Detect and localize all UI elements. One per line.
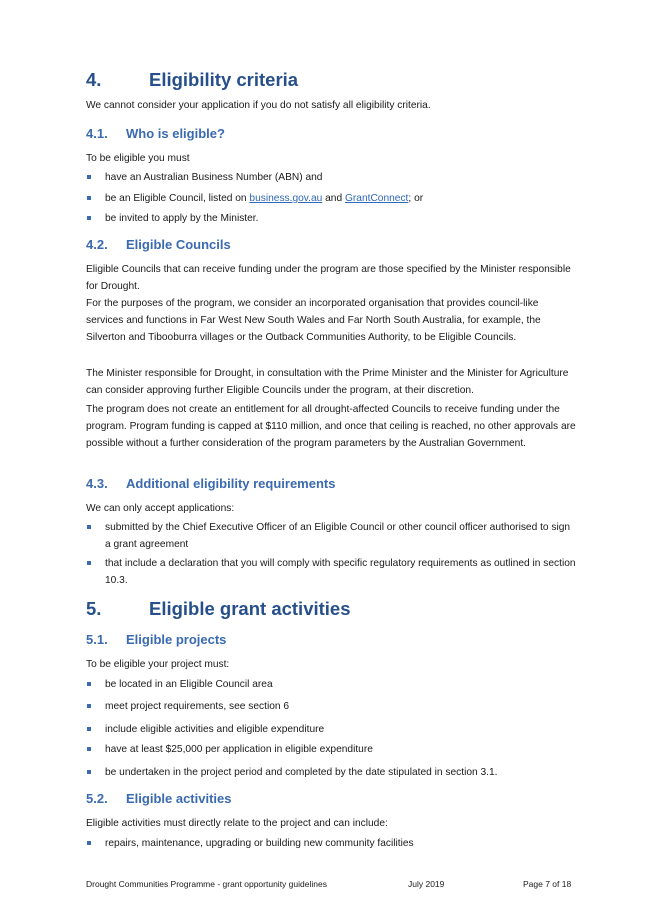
section-number: 5.: [86, 598, 102, 619]
list-item-text: repairs, maintenance, upgrading or building new community facilities: [105, 838, 414, 849]
list-item-text: be undertaken in the project period and completed by the date stipulated in section 3.1.: [105, 767, 498, 778]
section-5-1-intro: To be eligible your project must:: [86, 659, 230, 670]
footer-date: July 2019: [408, 879, 445, 889]
bullet-icon: [87, 196, 91, 200]
section-title: Eligible projects: [126, 632, 227, 647]
bullet-icon: [87, 770, 91, 774]
list-item: [86, 721, 578, 738]
section-title: Eligible activities: [126, 791, 232, 806]
paragraph: The Minister responsible for Drought, in consultation with the Prime Minister and the Minister for Agriculture can consider approving further Eligible Councils under the program, at their discretion.: [86, 368, 569, 396]
list-item-text: have at least $25,000 per application in eligible expenditure: [105, 744, 373, 755]
list-item: [86, 676, 578, 693]
bullet-icon: [87, 175, 91, 179]
section-number: 5.2.: [86, 791, 108, 806]
section-5-1-heading: [86, 632, 226, 647]
section-4-3-heading: [86, 476, 335, 491]
list-item-text: have an Australian Business Number (ABN) and: [105, 172, 323, 183]
business-gov-link[interactable]: business.gov.au: [249, 193, 323, 204]
list-item-text: that include a declaration that you will comply with specific regulatory requirements as outlined in section 10.3.: [105, 558, 576, 586]
list-item: [86, 519, 578, 553]
list-item-text: be an Eligible Council, listed on: [105, 193, 250, 204]
paragraph: Eligible Councils that can receive funding under the program are those specified by the Minister responsible for Drought.: [86, 264, 571, 292]
section-title: Eligible grant activities: [149, 598, 351, 619]
bullet-icon: [87, 561, 91, 565]
bullet-icon: [87, 727, 91, 731]
section-5-heading: [86, 598, 351, 620]
grantconnect-link[interactable]: GrantConnect: [344, 193, 409, 204]
section-number: 4.: [86, 69, 102, 90]
list-item-text: meet project requirements, see section 6: [105, 701, 290, 712]
section-title: Eligible Councils: [126, 237, 231, 252]
paragraph: The program does not create an entitlement for all drought-affected Councils to receive funding under the program. Program funding is capped at $110 million, and once that ceiling is reached, no other approvals are possible without a further consideration of the program parameters by the Australian Government.: [86, 404, 576, 449]
section-title: Eligibility criteria: [149, 69, 299, 90]
list-item: [86, 835, 578, 852]
list-item-text: be invited to apply by the Minister.: [105, 213, 259, 224]
list-item: [86, 210, 578, 227]
section-number: 4.2.: [86, 237, 108, 252]
section-title: Who is eligible?: [126, 126, 225, 141]
bullet-icon: [87, 841, 91, 845]
section-5-2-intro: Eligible activities must directly relate to the project and can include:: [86, 818, 388, 829]
bullet-icon: [87, 525, 91, 529]
section-4-intro: We cannot consider your application if you do not satisfy all eligibility criteria.: [86, 100, 431, 111]
list-item-text: submitted by the Chief Executive Officer of an Eligible Council or other council officer authorised to sign a grant agreement: [105, 522, 571, 550]
bullet-icon: [87, 216, 91, 220]
section-4-heading: [86, 69, 298, 91]
footer-title: Drought Communities Programme - grant opportunity guidelines: [86, 879, 327, 889]
section-4-3-intro: We can only accept applications:: [86, 503, 235, 514]
section-5-2-heading: [86, 791, 232, 806]
list-item: [86, 555, 578, 589]
list-item: [86, 169, 578, 186]
list-item-text: be located in an Eligible Council area: [105, 679, 273, 690]
bullet-icon: [87, 682, 91, 686]
footer-page-number: Page 7 of 18: [523, 879, 572, 889]
list-item: [86, 764, 578, 781]
list-item-text: and: [322, 193, 345, 204]
paragraph: For the purposes of the program, we consider an incorporated organisation that provides council-like services and functions in Far West New South Wales and Far North South Australia, for example, the Silverton and Tibooburra villages or the Outback Communities Authority, to be Eligible Councils.: [86, 298, 541, 343]
section-4-2-heading: [86, 237, 231, 252]
list-item-text: ; or: [408, 193, 424, 204]
bullet-icon: [87, 704, 91, 708]
section-number: 4.3.: [86, 476, 108, 491]
section-4-1-heading: [86, 126, 225, 141]
section-4-1-intro: To be eligible you must: [86, 153, 190, 164]
section-number: 4.1.: [86, 126, 108, 141]
list-item: [86, 698, 578, 715]
bullet-icon: [87, 747, 91, 751]
list-item-text: include eligible activities and eligible expenditure: [105, 724, 325, 735]
list-item: [86, 190, 578, 207]
list-item: [86, 741, 578, 758]
section-title: Additional eligibility requirements: [126, 476, 336, 491]
section-number: 5.1.: [86, 632, 108, 647]
